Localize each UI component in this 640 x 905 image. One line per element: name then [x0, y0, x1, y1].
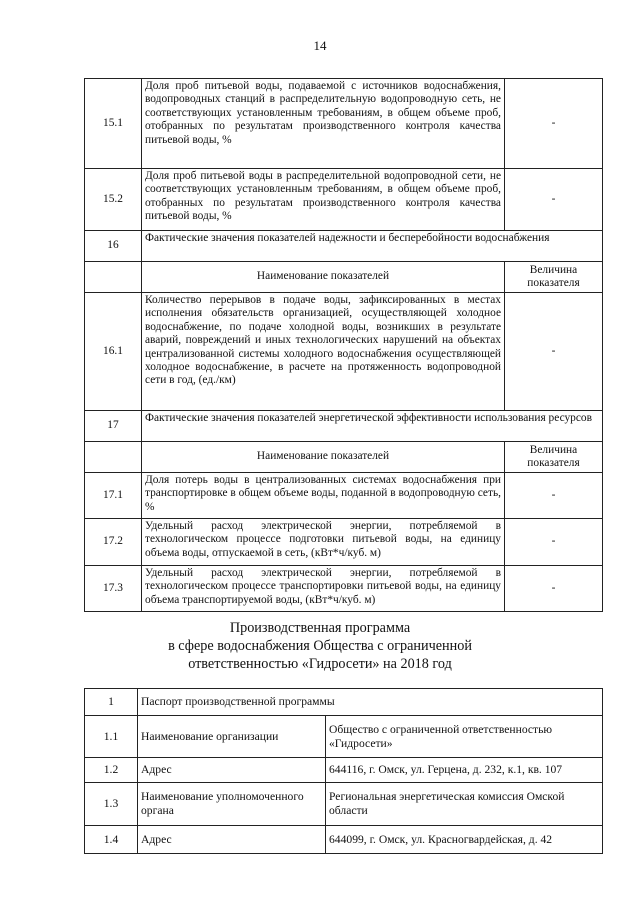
indicators-table — [84, 78, 603, 612]
section-number: 16 — [85, 231, 142, 262]
row-number: 1.4 — [85, 826, 138, 854]
table-row — [85, 79, 603, 169]
row-number: 16.1 — [85, 293, 142, 411]
table-header-row — [85, 442, 603, 473]
table-row — [85, 716, 603, 758]
indicator-value: - — [505, 566, 603, 612]
indicator-text: Удельный расход электрической энергии, потребляемой в технологическом процессе подготовки питьевой воды, на единицу объема воды, отпускаемой в сеть, (кВт*ч/куб. м) — [142, 519, 505, 566]
table-row — [85, 758, 603, 783]
section-title: Фактические значения показателей энергетической эффективности использования ресурсов — [142, 411, 603, 442]
indicator-value: - — [505, 169, 603, 231]
program-title-line-2: в сфере водоснабжения Общества с ограниченной — [168, 638, 472, 654]
row-value: 644116, г. Омск, ул. Герцена, д. 232, к.1, кв. 107 — [326, 758, 603, 783]
indicator-text: Количество перерывов в подаче воды, зафиксированных в местах исполнения обязательств организацией, осуществляющей холодное водоснабжение, по подаче холодной воды, возникших в результате аварий, повреждений и иных технологических нарушений на объектах централизованной системы холодного водоснабжения осуществляющей холодное водоснабжение, в расчете на протяженность водопроводной сети в год, (ед./км) — [142, 293, 505, 411]
indicator-value: - — [505, 519, 603, 566]
row-number: 15.2 — [85, 169, 142, 231]
row-number: 1.2 — [85, 758, 138, 783]
table-row — [85, 826, 603, 854]
row-label: Наименование уполномоченного органа — [138, 783, 326, 826]
column-header-value: Величина показателя — [505, 442, 603, 473]
table-row — [85, 566, 603, 612]
indicator-text: Доля проб питьевой воды, подаваемой с источников водоснабжения, водопроводных станций в распределительную водопроводную сеть, не соответствующих установленным требованиям, в общем объеме проб, отобранных по результатам производственного контроля качества питьевой воды, % — [142, 79, 505, 169]
indicator-value: - — [505, 79, 603, 169]
row-label: Наименование организации — [138, 716, 326, 758]
indicator-value: - — [505, 473, 603, 519]
program-title-line-1: Производственная программа — [229, 620, 411, 636]
table-row — [85, 293, 603, 411]
row-number: 17.1 — [85, 473, 142, 519]
table-row — [85, 231, 603, 262]
row-value: Общество с ограниченной ответственностью «Гидросети» — [326, 716, 603, 758]
table-row — [85, 689, 603, 716]
row-number: 15.1 — [85, 79, 142, 169]
table-row — [85, 783, 603, 826]
indicator-value: - — [505, 293, 603, 411]
column-header-name: Наименование показателей — [142, 442, 505, 473]
column-header-value: Величина показателя — [505, 262, 603, 293]
section-title: Фактические значения показателей надежности и бесперебойности водоснабжения — [142, 231, 603, 262]
indicator-text: Удельный расход электрической энергии, потребляемой в технологическом процессе транспортировки питьевой воды, на единицу объема транспортируемой воды, (кВт*ч/куб. м) — [142, 566, 505, 612]
row-value: Региональная энергетическая комиссия Омской области — [326, 783, 603, 826]
row-number: 17.2 — [85, 519, 142, 566]
page-number: 14 — [313, 38, 327, 53]
column-header-name: Наименование показателей — [142, 262, 505, 293]
passport-heading: Паспорт производственной программы — [138, 689, 603, 716]
row-number: 1 — [85, 689, 138, 716]
indicator-text: Доля потерь воды в централизованных системах водоснабжения при транспортировке в общем объеме воды, поданной в водопроводную сеть, % — [142, 473, 505, 519]
row-label: Адрес — [138, 758, 326, 783]
row-number: 1.1 — [85, 716, 138, 758]
program-title-line-3: ответственностью «Гидросети» на 2018 год — [188, 656, 452, 672]
row-number: 17.3 — [85, 566, 142, 612]
row-label: Адрес — [138, 826, 326, 854]
table-row — [85, 169, 603, 231]
row-value: 644099, г. Омск, ул. Красногвардейская, д. 42 — [326, 826, 603, 854]
table-row — [85, 411, 603, 442]
table-row — [85, 473, 603, 519]
row-number: 1.3 — [85, 783, 138, 826]
table-header-row — [85, 262, 603, 293]
table-row — [85, 519, 603, 566]
section-number: 17 — [85, 411, 142, 442]
passport-table — [84, 688, 603, 854]
indicator-text: Доля проб питьевой воды в распределительной водопроводной сети, не соответствующих установленным требованиям, в общем объеме проб, отобранных по результатам производственного контроля качества питьевой воды, % — [142, 169, 505, 231]
